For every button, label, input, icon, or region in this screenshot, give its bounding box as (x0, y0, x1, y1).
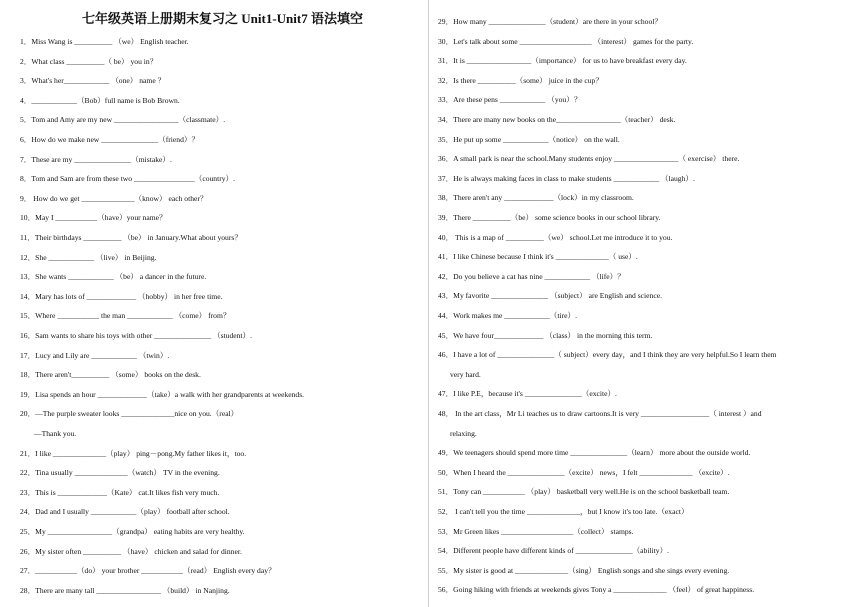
question-25: 25．My _________________（grandpa） eating habits are very healthy. (20, 527, 245, 536)
question-35: 35．He put up some ____________（notice） on the wall. (438, 134, 620, 144)
question-46-continuation: very hard. (450, 369, 481, 379)
question-56: 56．Going hiking with friends at weekends gives Tony a ______________ （feel） of great happiness. (438, 585, 755, 595)
question-38: 38．There aren't any _____________（lock）in my classroom. (438, 193, 634, 203)
question-10: 10．May I ___________（have）your name？ (20, 213, 167, 223)
question-50: 50．When I heard the _______________（excite） news，I felt ______________ （excite）. (438, 467, 730, 477)
question-7: 7．These are my _______________（mistake）. (20, 154, 172, 164)
question-32: 32．Is there __________（some） juice in the cup？ (438, 75, 603, 85)
question-55: 55．My sister is good at ______________（sing） English songs and she sings every evening. (438, 565, 730, 575)
question-6: 6．How do we make new _______________（friend）？ (20, 135, 200, 144)
question-8: 8．Tom and Sam are from these two ________________（country）. (20, 174, 236, 184)
question-53: 53．Mr Green likes ___________________（collect） stamps. (438, 526, 634, 536)
question-17: 17．Lucy and Lily are ____________ （twin）. (20, 350, 170, 360)
question-4: 4．____________（Bob）full name is Bob Brown. (20, 95, 180, 105)
question-36: 36．A small park is near the school.Many students enjoy _________________（ exercise） there. (438, 154, 740, 164)
question-24: 24．Dad and I usually ____________（play） football after school. (20, 507, 230, 517)
question-3: 3．What's her____________ （one） name ？ (20, 76, 166, 86)
question-44: 44．Work makes me ____________（tire）. (438, 311, 578, 320)
question-9: 9． How do we get ______________（know） each other？ (20, 193, 208, 203)
question-5: 5．Tom and Amy are my new _________________（classmate）. (20, 115, 226, 125)
page-title: 七年级英语上册期末复习之 Unit1-Unit7 语法填空 (82, 11, 363, 26)
question-1: 1．Miss Wang is __________ （we） English teacher. (20, 37, 189, 46)
question-51: 51．Tony can ___________ （play） basketball very well.He is on the school basketball team. (438, 487, 730, 497)
question-20: 20．—The purple sweater looks ______________nice on you.（real） (20, 409, 239, 419)
question-31: 31．It is _________________（importance） for us to have breakfast every day. (438, 56, 687, 66)
question-21: 21．I like ______________（play） ping－pong.My father likes it，too. (20, 448, 247, 458)
question-33: 33．Are these pens ____________ （you）？ (438, 95, 582, 105)
question-48-continuation: relaxing. (450, 428, 477, 438)
question-27: 27．___________（do） your brother ___________（read） English every day？ (20, 566, 276, 576)
question-39: 39．There __________（be） some science books in our school library. (438, 213, 661, 222)
question-12: 12．She ____________ （live） in Beijing. (20, 252, 157, 262)
question-48: 48． In the art class，Mr Li teaches us to draw cartoons.It is very __________________（ interest ）and (438, 409, 762, 418)
question-14: 14．Mary has lots of _____________ （hobby） in her free time. (20, 291, 223, 301)
question-2: 2．What class __________（ be） you in？ (20, 56, 158, 66)
question-16: 16．Sam wants to share his toys with other _______________ （student）. (20, 331, 253, 340)
question-54: 54．Different people have different kinds of _______________（ability）. (438, 546, 670, 556)
question-19: 19．Lisa spends an hour _____________（take）a walk with her grandparents at weekends. (20, 389, 305, 399)
question-22: 22．Tina usually ______________（watch） TV in the evening. (20, 468, 220, 478)
question-20-reply: —Thank you. (34, 429, 77, 438)
question-43: 43．My favorite _______________ （subject） are English and science. (438, 291, 662, 301)
question-52: 52． I can't tell you the time ______________，but I know it's too late.（exact） (438, 507, 689, 516)
question-46: 46．I have a lot of _______________（ subject）every day，and I think they are very helpful.So I learn them (438, 350, 777, 360)
question-23: 23．This is _____________（Kate） cat.It likes fish very much. (20, 487, 220, 497)
question-41: 41．I like Chinese because I think it's ______________（ use）. (438, 252, 638, 262)
question-45: 45．We have four_____________ （class） in the morning this term. (438, 330, 653, 340)
question-29: 29．How many _______________（student）are there in your school？ (438, 17, 662, 26)
question-42: 42．Do you believe a cat has nine ____________ （life）？ (438, 271, 625, 281)
question-47: 47．I like P.E，because it's _______________（excite）. (438, 389, 617, 399)
question-26: 26．My sister often __________ （have） chicken and salad for dinner. (20, 546, 242, 556)
question-13: 13．She wants ____________ （be） a dancer in the future. (20, 272, 207, 282)
question-37: 37．He is always making faces in class to make students ____________ （laugh）. (438, 173, 695, 183)
question-15: 15．Where ___________ the man ____________ （come） from？ (20, 311, 231, 321)
question-30: 30．Let's talk about some ___________________ （interest） games for the party. (438, 36, 694, 46)
question-18: 18．There aren't__________ （some） books on the desk. (20, 370, 201, 380)
question-28: 28．There are many tall _________________ （build） in Nanjing. (20, 585, 230, 595)
question-40: 40． This is a map of __________（we） school.Let me introduce it to you. (438, 232, 673, 242)
column-divider (428, 0, 429, 607)
question-49: 49．We teenagers should spend more time _______________（learn） more about the outside world. (438, 448, 751, 458)
question-34: 34．There are many new books on the_________________（teacher） desk. (438, 115, 676, 124)
question-11: 11．Their birthdays __________ （be） in January.What about yours？ (20, 233, 242, 242)
